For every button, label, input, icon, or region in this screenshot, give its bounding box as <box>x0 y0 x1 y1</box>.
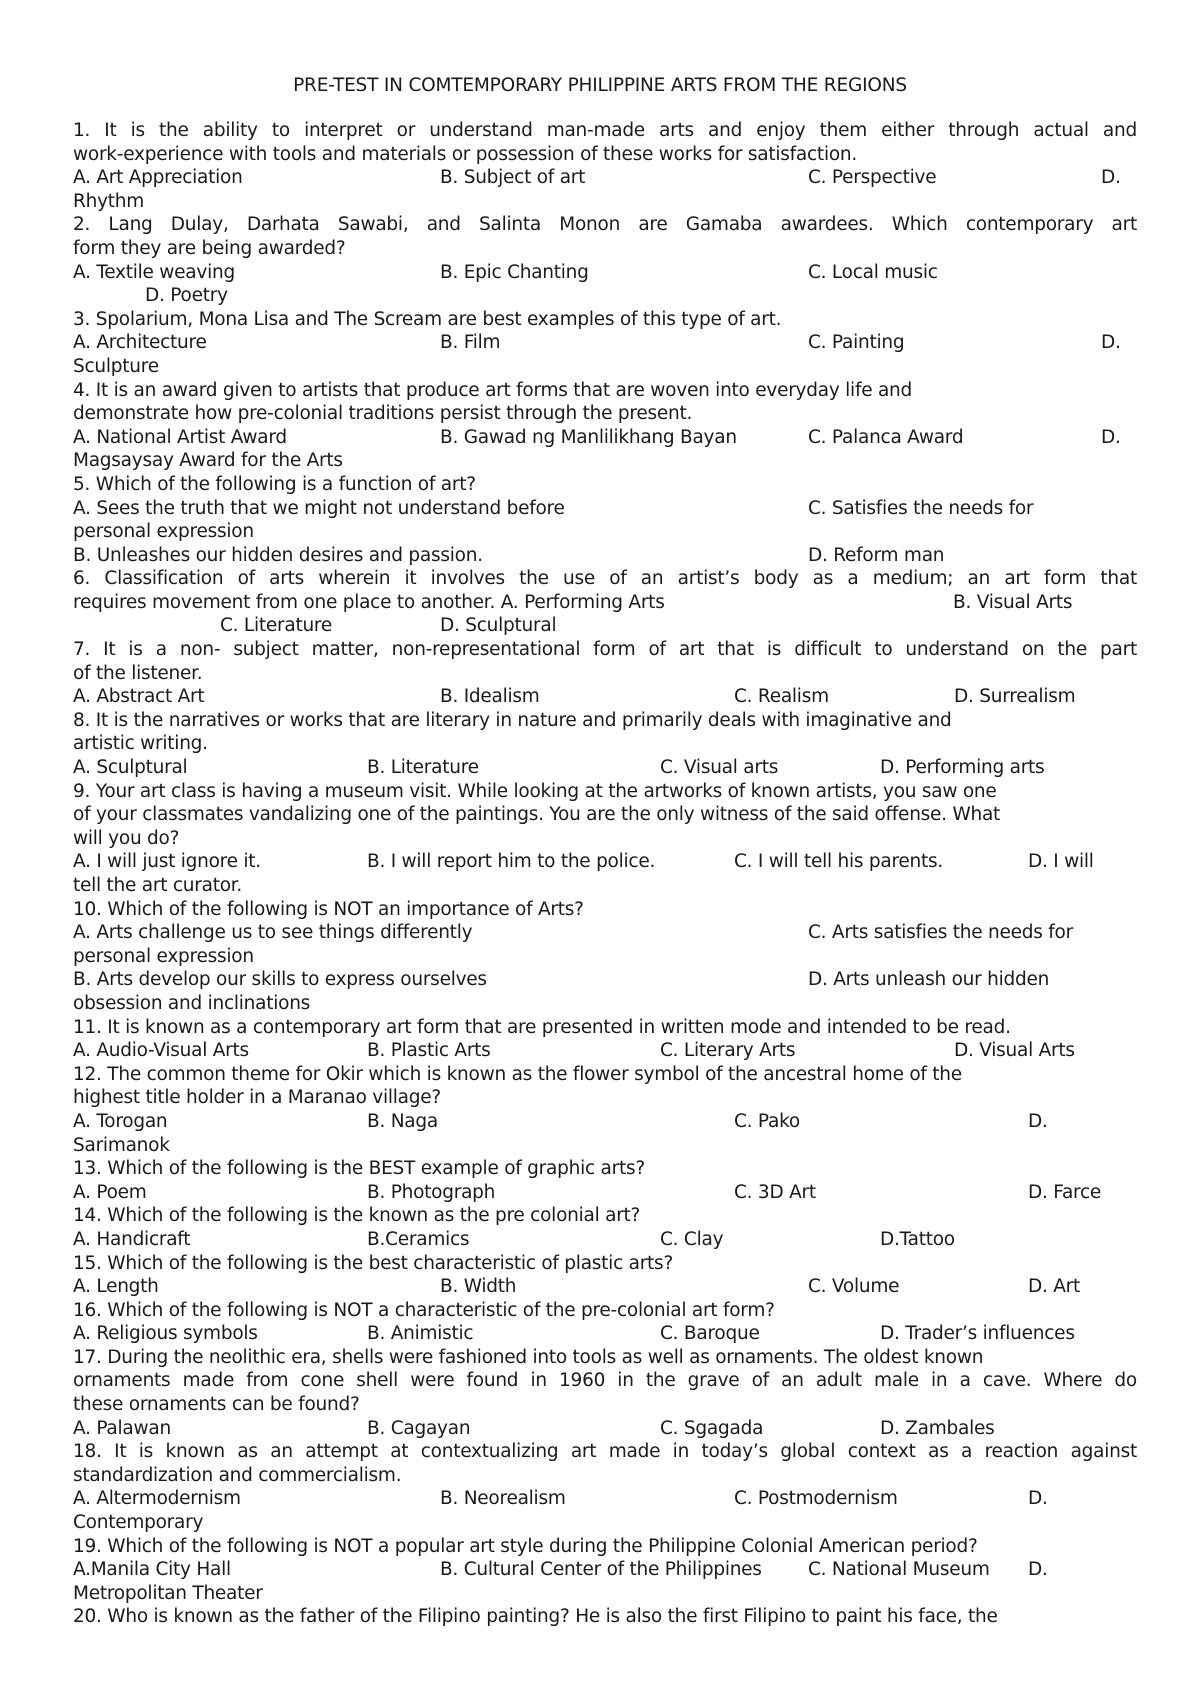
question-17-options <box>73 1417 1137 1441</box>
question-6-options <box>73 614 1137 638</box>
question-19-options <box>73 1558 1137 1582</box>
question-16-text: 16. Which of the following is NOT a characteristic of the pre-colonial art form? <box>73 1299 775 1321</box>
option-a: A. Arts challenge us to see things differently <box>73 922 473 944</box>
question-2-text-cont: form they are being awarded? <box>73 237 346 259</box>
question-6-text: 6. Classification of arts wherein it involves the use of an artist’s body as a medium; an art form that <box>73 568 1137 590</box>
option-d: D. <box>1028 1559 1048 1581</box>
question-1-text-cont: work-experience with tools and materials or possession of these works for satisfaction. <box>73 143 858 165</box>
option-a: A. Handicraft <box>73 1228 191 1250</box>
option-a: A. Textile weaving <box>73 261 235 283</box>
option-c: C. Literature <box>220 615 333 637</box>
option-c: C. Volume <box>808 1276 900 1298</box>
option-d: D. Farce <box>1028 1181 1102 1203</box>
question-7-text-cont: of the listener. <box>73 662 203 684</box>
option-d: D. Performing arts <box>880 757 1045 779</box>
question-9-options <box>73 850 1137 874</box>
option-b: B. Width <box>440 1276 517 1298</box>
question-16-options <box>73 1322 1137 1346</box>
option-a: A. Length <box>73 1276 159 1298</box>
question-8-text: 8. It is the narratives or works that are literary in nature and primarily deals with imaginative and <box>73 709 952 731</box>
option-b: B.Ceramics <box>367 1228 470 1250</box>
option-b: B. Subject of art <box>440 167 586 189</box>
question-7-text: 7. It is a non- subject matter, non-representational form of art that is difficult to understand on the part <box>73 639 1137 661</box>
option-c: C. Clay <box>660 1228 724 1250</box>
option-a: A. Altermodernism <box>73 1488 241 1510</box>
question-12-text: 12. The common theme for Okir which is known as the flower symbol of the ancestral home of the <box>73 1063 962 1085</box>
option-d: D. <box>1101 332 1121 354</box>
option-d-cont: Contemporary <box>73 1512 204 1534</box>
option-c: C. Visual arts <box>660 757 779 779</box>
question-13-text: 13. Which of the following is the BEST example of graphic arts? <box>73 1158 645 1180</box>
option-c-cont: personal expression <box>73 945 254 967</box>
option-b: B. Plastic Arts <box>367 1040 491 1062</box>
option-b: B. Cultural Center of the Philippines <box>440 1559 762 1581</box>
option-c: C. Painting <box>808 332 905 354</box>
question-2-options <box>73 261 1137 285</box>
question-5-options-row2 <box>73 544 1137 568</box>
option-c: C. Pako <box>734 1110 800 1132</box>
option-b: B. Gawad ng Manlilikhang Bayan <box>440 426 737 448</box>
question-8-text-cont: artistic writing. <box>73 733 208 755</box>
option-d: D. <box>1101 167 1121 189</box>
option-b: B. Animistic <box>367 1323 474 1345</box>
option-d: D. <box>1101 426 1121 448</box>
option-b: B. Arts develop our skills to express ourselves <box>73 969 487 991</box>
option-d: D. Sculptural <box>440 615 557 637</box>
option-d: D. Trader’s influences <box>880 1323 1075 1345</box>
question-1-text: 1. It is the ability to interpret or understand man-made arts and enjoy them either through actual and <box>73 120 1137 141</box>
question-9-text-cont: of your classmates vandalizing one of the paintings. You are the only witness of the said offense. What <box>73 804 1001 826</box>
option-b: B. I will report him to the police. <box>367 851 656 873</box>
option-d: D. Arts unleash our hidden <box>808 969 1050 991</box>
question-14-text: 14. Which of the following is the known as the pre colonial art? <box>73 1205 641 1227</box>
question-4-options <box>73 426 1137 450</box>
option-b: B. Epic Chanting <box>440 261 589 283</box>
option-c: C. Literary Arts <box>660 1040 796 1062</box>
option-d-cont: Metropolitan Theater <box>73 1582 263 1604</box>
question-4-text: 4. It is an award given to artists that produce art forms that are woven into everyday life and <box>73 379 913 401</box>
option-c: C. 3D Art <box>734 1181 816 1203</box>
question-17-text: 17. During the neolithic era, shells were fashioned into tools as well as ornaments. The oldest known <box>73 1346 984 1368</box>
option-c: C. Palanca Award <box>808 426 964 448</box>
question-1-options <box>73 166 1137 190</box>
question-17-text-cont: ornaments made from cone shell were found in 1960 in the grave of an adult male in a cave. Where do <box>73 1370 1137 1392</box>
question-18-text-cont: standardization and commercialism. <box>73 1464 402 1486</box>
document-title: PRE-TEST IN COMTEMPORARY PHILIPPINE ARTS FROM THE REGIONS <box>293 75 907 96</box>
option-d-cont: tell the art curator. <box>73 875 243 896</box>
question-18-text: 18. It is known as an attempt at contextualizing art made in today’s global context as a reaction against <box>73 1441 1137 1463</box>
option-d: D. I will <box>1028 851 1094 873</box>
question-list <box>73 119 1137 1629</box>
question-15-options <box>73 1275 1137 1299</box>
question-3-text: 3. Spolarium, Mona Lisa and The Scream are best examples of this type of art. <box>73 308 782 330</box>
option-a-inline: requires movement from one place to another. A. Performing Arts <box>73 591 665 613</box>
option-d: D. <box>1028 1110 1048 1132</box>
option-d-cont: Sarimanok <box>73 1134 170 1156</box>
question-2-text: 2. Lang Dulay, Darhata Sawabi, and Salinta Monon are Gamaba awardees. Which contemporary art <box>73 214 1137 236</box>
option-a: A. I will just ignore it. <box>73 851 261 873</box>
question-9-text-cont2: will you do? <box>73 827 180 849</box>
option-a: A.Manila City Hall <box>73 1559 231 1581</box>
question-14-options <box>73 1228 1137 1252</box>
option-b: B. Cagayan <box>367 1417 471 1439</box>
option-c: C. Arts satisfies the needs for <box>808 922 1073 944</box>
option-a: A. Religious symbols <box>73 1323 258 1345</box>
question-13-options <box>73 1181 1137 1205</box>
option-d-cont: Magsaysay Award for the Arts <box>73 450 343 472</box>
option-a: A. Sees the truth that we might not understand before <box>73 497 565 519</box>
option-a: A. Architecture <box>73 332 207 354</box>
question-7-options <box>73 685 1137 709</box>
question-12-options <box>73 1110 1137 1134</box>
question-10-text: 10. Which of the following is NOT an importance of Arts? <box>73 898 584 920</box>
option-a: A. Sculptural <box>73 757 188 779</box>
question-9-text: 9. Your art class is having a museum visit. While looking at the artworks of known artists, you saw one <box>73 780 997 802</box>
question-5-text: 5. Which of the following is a function of art? <box>73 473 476 495</box>
option-b: B. Neorealism <box>440 1488 566 1510</box>
option-d: D. Poetry <box>145 285 228 307</box>
option-a: A. Abstract Art <box>73 686 205 708</box>
option-c: C. Realism <box>734 686 829 708</box>
question-8-options <box>73 756 1137 780</box>
question-20-text: 20. Who is known as the father of the Filipino painting? He is also the first Filipino to paint his face, the <box>73 1606 998 1628</box>
question-15-text: 15. Which of the following is the best characteristic of plastic arts? <box>73 1252 674 1274</box>
question-5-options-row1 <box>73 497 1137 521</box>
question-4-text-cont: demonstrate how pre-colonial traditions persist through the present. <box>73 403 693 425</box>
option-d-cont: Rhythm <box>73 190 145 212</box>
option-c: C. Perspective <box>808 167 937 189</box>
option-c: C. I will tell his parents. <box>734 851 944 873</box>
option-d: D. Reform man <box>808 544 945 566</box>
option-b: B. Idealism <box>440 686 540 708</box>
option-c: C. National Museum <box>808 1559 990 1581</box>
option-a: A. Audio-Visual Arts <box>73 1040 249 1062</box>
option-a: A. Torogan <box>73 1110 168 1132</box>
option-d: D. Zambales <box>880 1417 995 1439</box>
question-6-text-cont <box>73 591 1137 615</box>
question-18-options <box>73 1487 1137 1511</box>
question-12-text-cont: highest title holder in a Maranao village? <box>73 1087 441 1109</box>
option-d-cont: Sculpture <box>73 355 159 377</box>
option-a: A. National Artist Award <box>73 426 287 448</box>
option-b: B. Film <box>440 332 501 354</box>
option-c: C. Postmodernism <box>734 1488 898 1510</box>
option-d: D. <box>1028 1488 1048 1510</box>
question-17-text-cont2: these ornaments can be found? <box>73 1394 360 1416</box>
option-c: C. Satisfies the needs for <box>808 497 1034 519</box>
option-b: B. Photograph <box>367 1181 496 1203</box>
option-a: A. Art Appreciation <box>73 167 243 189</box>
option-a: A. Poem <box>73 1181 147 1203</box>
question-3-options <box>73 331 1137 355</box>
option-a: A. Palawan <box>73 1417 171 1439</box>
option-d-cont: obsession and inclinations <box>73 992 311 1014</box>
option-d: D. Visual Arts <box>954 1040 1075 1062</box>
option-b: B. Unleashes our hidden desires and passion. <box>73 544 483 566</box>
option-b: B. Visual Arts <box>953 591 1073 613</box>
question-11-options <box>73 1039 1137 1063</box>
option-c: C. Sgagada <box>660 1417 764 1439</box>
option-c-cont: personal expression <box>73 521 254 543</box>
option-d: D. Art <box>1028 1276 1081 1298</box>
option-c: C. Local music <box>808 261 938 283</box>
option-b: B. Naga <box>367 1110 438 1132</box>
option-d: D. Surrealism <box>954 686 1076 708</box>
option-b: B. Literature <box>367 757 479 779</box>
option-c: C. Baroque <box>660 1323 760 1345</box>
question-2-option-d-line <box>73 284 1137 308</box>
option-d: D.Tattoo <box>880 1228 955 1250</box>
question-19-text: 19. Which of the following is NOT a popular art style during the Philippine Colonial American period? <box>73 1535 978 1557</box>
question-11-text: 11. It is known as a contemporary art form that are presented in written mode and intended to be read. <box>73 1016 1011 1038</box>
question-10-options-row2 <box>73 968 1137 992</box>
question-10-options-row1 <box>73 921 1137 945</box>
